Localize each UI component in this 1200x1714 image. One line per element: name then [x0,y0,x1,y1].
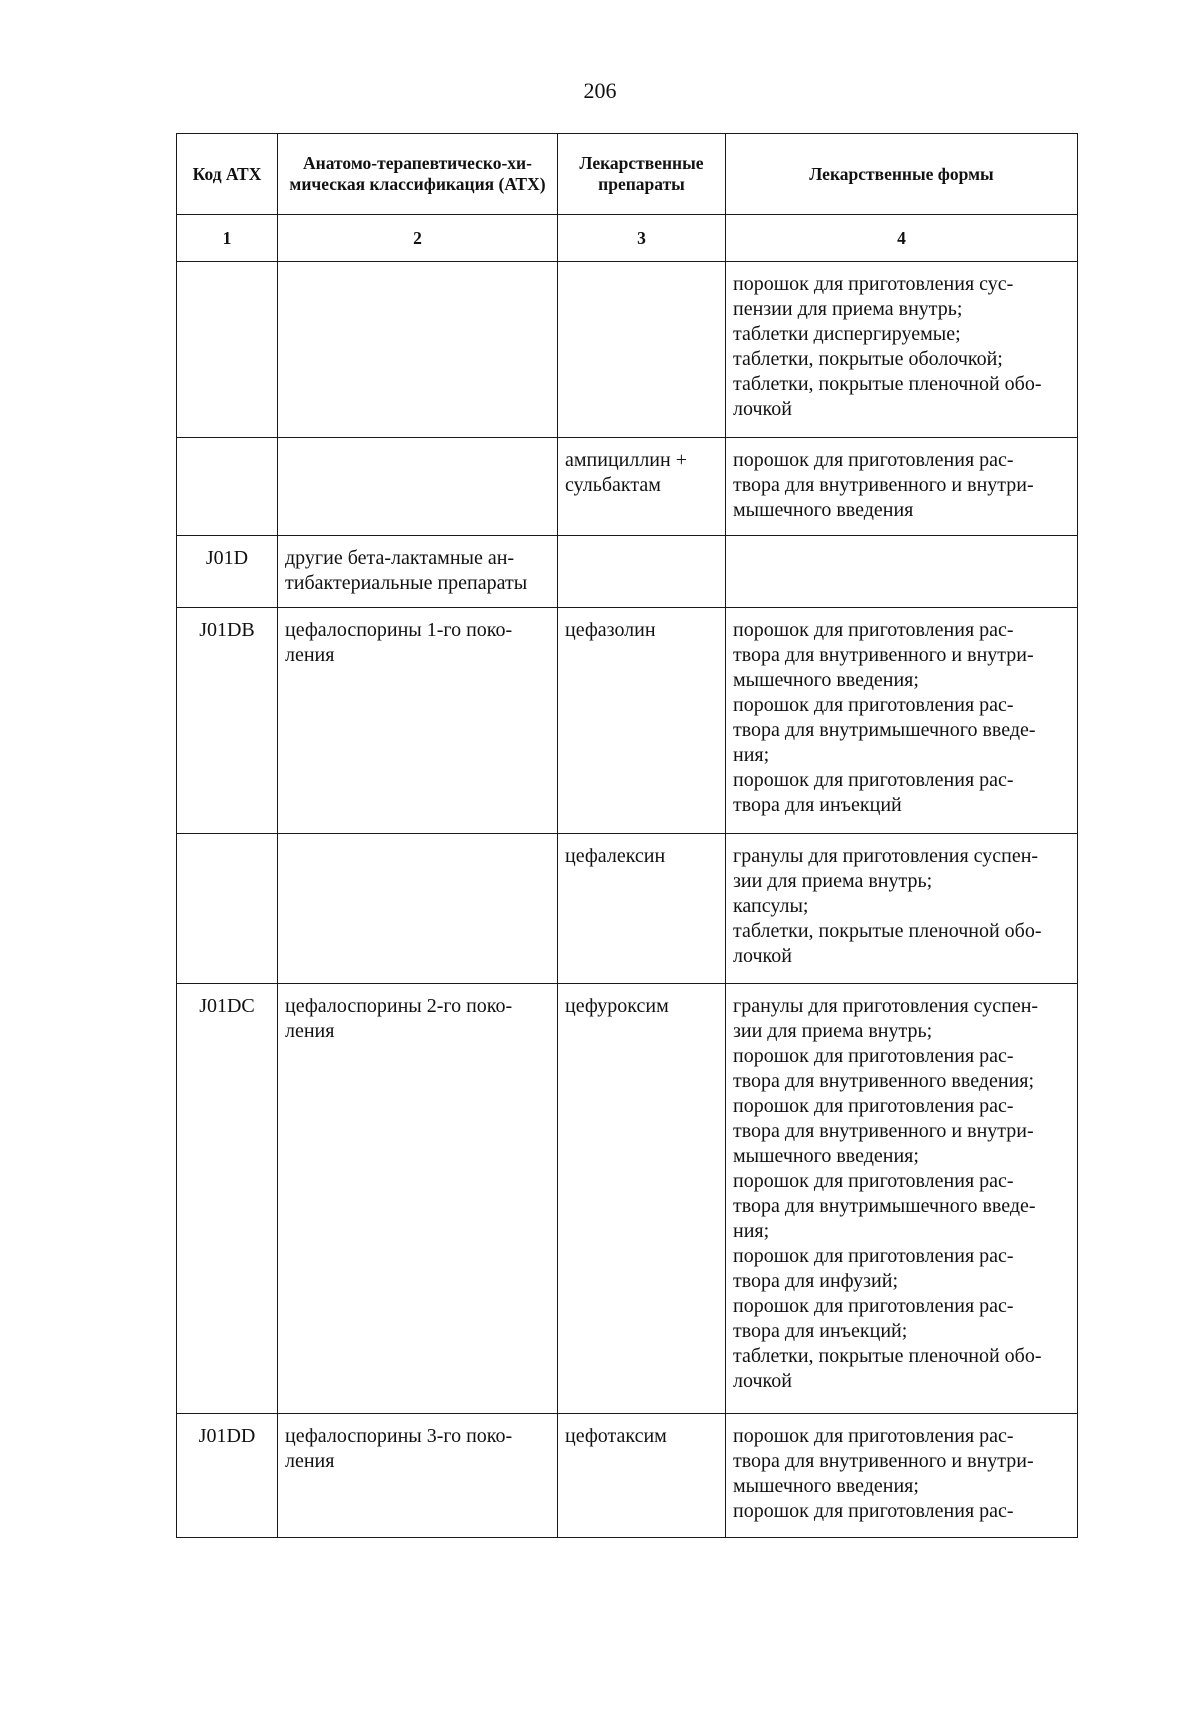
dosage-form-line: таблетки диспергируемые; [733,323,961,345]
cell-classification [278,262,558,438]
cell-drug: цефотаксим [558,1414,726,1538]
dosage-form-line: мышечного введения; [733,669,919,691]
dosage-form-line: твора для внутривенного и внутри- [733,1120,1034,1142]
dosage-form-line: порошок для приготовления рас- [733,694,1014,716]
atx-table [176,133,1078,1538]
column-number: 2 [278,215,558,262]
dosage-form-line: порошок для приготовления рас- [733,619,1014,641]
cell-dosage-forms [726,262,1078,438]
dosage-form-line: твора для внутривенного и внутри- [733,644,1034,666]
table-row [177,1414,1078,1538]
column-number: 3 [558,215,726,262]
dosage-form-line: порошок для приготовления рас- [733,1170,1014,1192]
dosage-form-line: порошок для приготовления рас- [733,769,1014,791]
cell-dosage-forms [726,1414,1078,1538]
page-number: 206 [583,78,617,103]
header-dosage-forms: Лекарственные формы [726,134,1078,215]
cell-classification: другие бета-лактамные ан-тибактериальные препараты [278,536,558,608]
table-row [177,834,1078,984]
cell-classification: цефалоспорины 2-го поко-ления [278,984,558,1414]
cell-dosage-forms [726,438,1078,536]
dosage-form-line: порошок для приготовления рас- [733,1295,1014,1317]
dosage-form-line: капсулы; [733,895,809,917]
dosage-form-line: порошок для приготовления рас- [733,1245,1014,1267]
table-row [177,984,1078,1414]
cell-drug [558,262,726,438]
table-row [177,438,1078,536]
cell-dosage-forms [726,608,1078,834]
dosage-form-line: порошок для приготовления рас- [733,1095,1014,1117]
column-number: 4 [726,215,1078,262]
dosage-form-line: ния; [733,744,770,766]
cell-classification: цефалоспорины 1-го поко-ления [278,608,558,834]
dosage-form-line: таблетки, покрытые пленочной обо- [733,373,1042,395]
cell-atx-code [177,834,278,984]
table-row [177,262,1078,438]
header-classification: Анатомо-терапевтическо-хи-мическая классификация (АТХ) [278,134,558,215]
header-atx-code: Код АТХ [177,134,278,215]
cell-dosage-forms [726,834,1078,984]
cell-drug: ампициллин + сульбактам [558,438,726,536]
dosage-form-line: порошок для приготовления рас- [733,449,1014,471]
dosage-form-line: твора для инфузий; [733,1270,899,1292]
dosage-form-line: зии для приема внутрь; [733,870,933,892]
dosage-form-line: гранулы для приготовления суспен- [733,845,1039,867]
dosage-form-line: порошок для приготовления рас- [733,1045,1014,1067]
cell-dosage-forms [726,984,1078,1414]
dosage-form-line: твора для инъекций [733,794,902,816]
dosage-form-line: лочкой [733,398,792,420]
dosage-form-line: пензии для приема внутрь; [733,298,963,320]
cell-drug: цефазолин [558,608,726,834]
dosage-form-line: твора для внутривенного и внутри- [733,474,1034,496]
cell-dosage-forms [726,536,1078,608]
dosage-form-line: таблетки, покрытые пленочной обо- [733,1345,1042,1367]
cell-classification [278,834,558,984]
cell-atx-code: J01DC [177,984,278,1414]
column-number-row [177,215,1078,262]
cell-drug: цефуроксим [558,984,726,1414]
dosage-form-line: таблетки, покрытые оболочкой; [733,348,1003,370]
dosage-form-line: таблетки, покрытые пленочной обо- [733,920,1042,942]
cell-atx-code: J01DB [177,608,278,834]
dosage-form-line: ния; [733,1220,770,1242]
dosage-form-line: мышечного введения [733,499,914,521]
cell-classification [278,438,558,536]
dosage-form-line: порошок для приготовления сус- [733,273,1014,295]
dosage-form-line: твора для инъекций; [733,1320,908,1342]
dosage-form-line: зии для приема внутрь; [733,1020,933,1042]
cell-drug [558,536,726,608]
dosage-form-line: гранулы для приготовления суспен- [733,995,1039,1017]
dosage-form-line: лочкой [733,1370,792,1392]
column-number: 1 [177,215,278,262]
cell-atx-code [177,438,278,536]
dosage-form-line: твора для внутримышечного введе- [733,719,1036,741]
dosage-form-line: лочкой [733,945,792,967]
header-drugs: Лекарственные препараты [558,134,726,215]
cell-classification: цефалоспорины 3-го поко-ления [278,1414,558,1538]
table-row [177,536,1078,608]
dosage-form-line: твора для внутривенного введения; [733,1070,1035,1092]
dosage-form-line: твора для внутривенного и внутри- [733,1450,1034,1472]
table-header-row [177,134,1078,215]
dosage-form-line: порошок для приготовления рас- [733,1425,1014,1447]
dosage-form-line: мышечного введения; [733,1475,919,1497]
cell-atx-code: J01D [177,536,278,608]
table-row [177,608,1078,834]
dosage-form-line: порошок для приготовления рас- [733,1500,1014,1522]
dosage-form-line: твора для внутримышечного введе- [733,1195,1036,1217]
cell-atx-code: J01DD [177,1414,278,1538]
cell-atx-code [177,262,278,438]
cell-drug: цефалексин [558,834,726,984]
dosage-form-line: мышечного введения; [733,1145,919,1167]
